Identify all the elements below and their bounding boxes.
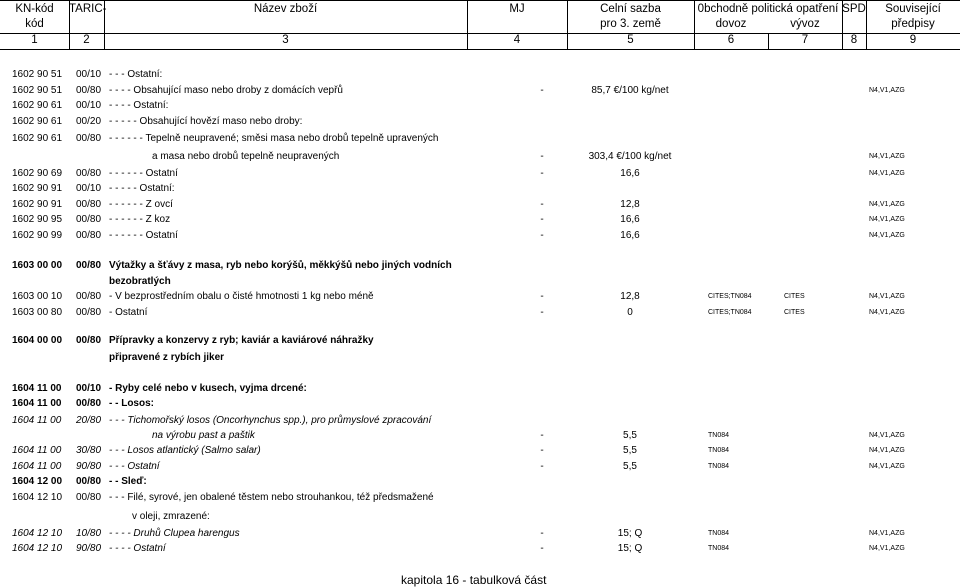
column-numbers	[0, 33, 960, 50]
goods-description: - - - Ostatní:	[109, 69, 163, 80]
kn-code: 1602 90 69	[12, 168, 63, 179]
header-predpisy: předpisy	[891, 18, 935, 30]
goods-description: - - - - - - Tepelně neupravené; směsi masa nebo drobů tepelně upravených	[109, 133, 439, 144]
kn-code: 1602 90 61	[12, 116, 63, 127]
column-number-2: 2	[83, 34, 90, 46]
kn-code: 1602 90 61	[12, 133, 63, 144]
header-nazev-zbozi: Název zboží	[253, 3, 318, 15]
goods-description: - - - - Ostatní:	[109, 100, 169, 111]
column-number-1: 1	[31, 34, 38, 46]
goods-description: - - - Losos atlantický (Salmo salar)	[109, 445, 261, 456]
table-row	[0, 526, 960, 542]
table-row	[0, 98, 960, 114]
taric-code: 00/10	[76, 383, 102, 394]
table-header	[0, 0, 960, 34]
import-measures: TN084	[708, 530, 730, 537]
goods-description: - - - - Druhů Clupea harengus	[109, 528, 240, 539]
related-regulations: N4,V1,AZG	[869, 463, 905, 470]
table-row	[0, 181, 960, 197]
header-dovoz: dovoz	[715, 18, 747, 30]
taric-code: 00/80	[76, 199, 102, 210]
duty-rate: 85,7 €/100 kg/net	[591, 85, 669, 96]
kn-code: 1604 11 00	[12, 445, 62, 456]
unit: -	[540, 151, 544, 162]
column-number-8: 8	[850, 34, 858, 46]
kn-code: 1602 90 91	[12, 183, 63, 194]
kn-code: 1604 11 00	[12, 398, 62, 409]
header-celni-sazba: Celní sazba	[600, 3, 661, 15]
duty-rate: 12,8	[620, 199, 640, 210]
duty-rate: 16,6	[620, 168, 640, 179]
taric-code: 00/80	[76, 307, 102, 318]
unit: -	[540, 199, 544, 210]
table-row	[0, 228, 960, 244]
kn-code: 1604 00 00	[12, 335, 63, 346]
header-vyvoz: vývoz	[790, 18, 820, 30]
unit: -	[540, 85, 544, 96]
unit: -	[540, 214, 544, 225]
table-row	[0, 350, 960, 366]
duty-rate: 5,5	[623, 445, 637, 456]
table-row	[0, 131, 960, 147]
taric-code: 90/80	[76, 543, 102, 554]
taric-code: 00/10	[76, 69, 102, 80]
duty-rate: 12,8	[620, 291, 640, 302]
header-souvisejici: Související	[885, 3, 941, 15]
goods-description: - - Losos:	[109, 398, 154, 409]
duty-rate: 15; Q	[617, 528, 643, 539]
table-row	[0, 490, 960, 506]
taric-code: 00/80	[76, 85, 102, 96]
header-mj: MJ	[509, 3, 525, 15]
goods-description: - - - - - - Z koz	[109, 214, 171, 225]
column-number-4: 4	[513, 34, 521, 46]
header-opatreni: 0bchodně politická opatření	[697, 3, 839, 15]
unit: -	[540, 307, 544, 318]
import-measures: TN084	[708, 463, 730, 470]
kn-code: 1604 11 00	[12, 461, 62, 472]
table-row	[0, 443, 960, 459]
table-row	[0, 396, 960, 412]
import-measures: TN084	[708, 447, 730, 454]
kn-code: 1603 00 00	[12, 260, 63, 271]
taric-code: 00/80	[76, 168, 102, 179]
table-row	[0, 428, 960, 444]
duty-rate: 0	[627, 307, 633, 318]
related-regulations: N4,V1,AZG	[869, 447, 905, 454]
goods-description: na výrobu past a paštik	[152, 430, 255, 441]
duty-rate: 16,6	[620, 230, 640, 241]
duty-rate: 15; Q	[617, 543, 643, 554]
unit: -	[540, 445, 544, 456]
related-regulations: N4,V1,AZG	[869, 530, 905, 537]
table-row	[0, 197, 960, 213]
goods-description: - - - Filé, syrové, jen obalené těstem nebo strouhankou, též předsmažené	[109, 492, 434, 503]
taric-code: 00/80	[76, 492, 102, 503]
unit: -	[540, 291, 544, 302]
taric-code: 20/80	[76, 415, 102, 426]
header-pro-3-zeme: pro 3. země	[600, 18, 661, 30]
related-regulations: N4,V1,AZG	[869, 232, 905, 239]
taric-code: 90/80	[76, 461, 102, 472]
goods-description: bezobratlých	[109, 276, 171, 287]
taric-code: 00/10	[76, 183, 102, 194]
taric-code: 00/80	[76, 335, 102, 346]
table-row	[0, 212, 960, 228]
kn-code: 1604 11 00	[12, 415, 62, 426]
table-row	[0, 541, 960, 557]
import-measures: TN084	[708, 545, 730, 552]
related-regulations: N4,V1,AZG	[869, 170, 905, 177]
table-row	[0, 459, 960, 475]
column-number-9: 9	[909, 34, 917, 46]
goods-description: - - - - - Obsahující hovězí maso nebo droby:	[109, 116, 303, 127]
kn-code: 1602 90 99	[12, 230, 63, 241]
unit: -	[540, 168, 544, 179]
goods-description: Výtažky a šťávy z masa, ryb nebo korýšů, měkkýšů nebo jiných vodních	[109, 260, 452, 271]
taric-code: 00/80	[76, 398, 102, 409]
table-row	[0, 509, 960, 525]
goods-description: - - - Ostatní	[109, 461, 160, 472]
kn-code: 1603 00 80	[12, 307, 63, 318]
kn-code: 1602 90 51	[12, 85, 63, 96]
header-taric: TARIC-	[69, 3, 107, 15]
unit: -	[540, 543, 544, 554]
goods-description: - - - - - Ostatní:	[109, 183, 175, 194]
goods-description: - - Sleď:	[109, 476, 147, 487]
column-number-3: 3	[282, 34, 289, 46]
table-row	[0, 258, 960, 274]
export-measures: CITES	[784, 309, 805, 316]
duty-rate: 5,5	[623, 430, 637, 441]
duty-rate: 303,4 €/100 kg/net	[588, 151, 672, 162]
kn-code: 1602 90 95	[12, 214, 63, 225]
column-number-6: 6	[727, 34, 735, 46]
table-row	[0, 83, 960, 99]
table-row	[0, 333, 960, 349]
page-footer: kapitola 16 - tabulková část	[401, 573, 547, 587]
taric-code: 00/10	[76, 100, 102, 111]
goods-description: - Ryby celé nebo v kusech, vyjma drcené:	[109, 383, 307, 394]
related-regulations: N4,V1,AZG	[869, 87, 905, 94]
taric-code: 10/80	[76, 528, 102, 539]
column-number-5: 5	[627, 34, 634, 46]
related-regulations: N4,V1,AZG	[869, 545, 905, 552]
header-kn-kod: KN-kód	[15, 3, 54, 15]
header-spd: SPD	[842, 3, 866, 15]
goods-description: Přípravky a konzervy z ryb; kaviár a kaviárové náhražky	[109, 335, 374, 346]
goods-description: - - - - - - Ostatní	[109, 168, 178, 179]
table-row	[0, 289, 960, 305]
table-row	[0, 474, 960, 490]
goods-description: - - - - - - Z ovcí	[109, 199, 173, 210]
goods-description: v oleji, zmrazené:	[132, 511, 210, 522]
import-measures: TN084	[708, 432, 730, 439]
table-row	[0, 149, 960, 165]
unit: -	[540, 461, 544, 472]
taric-code: 00/80	[76, 133, 102, 144]
taric-code: 00/80	[76, 476, 102, 487]
table-row	[0, 67, 960, 83]
import-measures: CITES;TN084	[708, 293, 752, 300]
duty-rate: 5,5	[623, 461, 637, 472]
header-kod: kód	[25, 18, 44, 30]
goods-description: - - - - - - Ostatní	[109, 230, 178, 241]
kn-code: 1604 12 10	[12, 528, 63, 539]
related-regulations: N4,V1,AZG	[869, 153, 905, 160]
related-regulations: N4,V1,AZG	[869, 293, 905, 300]
taric-code: 00/80	[76, 260, 102, 271]
table-row	[0, 166, 960, 182]
column-number-7: 7	[801, 34, 809, 46]
kn-code: 1602 90 61	[12, 100, 63, 111]
kn-code: 1604 12 10	[12, 492, 63, 503]
related-regulations: N4,V1,AZG	[869, 309, 905, 316]
table-row	[0, 114, 960, 130]
related-regulations: N4,V1,AZG	[869, 216, 905, 223]
kn-code: 1604 12 10	[12, 543, 63, 554]
table-row	[0, 413, 960, 429]
taric-code: 00/80	[76, 291, 102, 302]
taric-code: 00/80	[76, 230, 102, 241]
export-measures: CITES	[784, 293, 805, 300]
unit: -	[540, 430, 544, 441]
related-regulations: N4,V1,AZG	[869, 432, 905, 439]
goods-description: - V bezprostředním obalu o čisté hmotnosti 1 kg nebo méně	[109, 291, 374, 302]
goods-description: - Ostatní	[109, 307, 148, 318]
goods-description: - - - - Obsahující maso nebo droby z domácích vepřů	[109, 85, 343, 96]
duty-rate: 16,6	[620, 214, 640, 225]
kn-code: 1604 12 00	[12, 476, 63, 487]
taric-code: 30/80	[76, 445, 102, 456]
unit: -	[540, 528, 544, 539]
taric-code: 00/20	[76, 116, 102, 127]
goods-description: - - - - Ostatní	[109, 543, 166, 554]
kn-code: 1604 11 00	[12, 383, 62, 394]
table-row	[0, 381, 960, 397]
goods-description: - - - Tichomořský losos (Oncorhynchus spp.), pro průmyslové zpracování	[109, 415, 432, 426]
goods-description: a masa nebo drobů tepelně neupravených	[152, 151, 340, 162]
kn-code: 1602 90 91	[12, 199, 63, 210]
unit: -	[540, 230, 544, 241]
related-regulations: N4,V1,AZG	[869, 201, 905, 208]
table-row	[0, 274, 960, 290]
table-row	[0, 305, 960, 321]
kn-code: 1603 00 10	[12, 291, 63, 302]
taric-code: 00/80	[76, 214, 102, 225]
import-measures: CITES;TN084	[708, 309, 752, 316]
goods-description: připravené z rybích jiker	[109, 352, 225, 363]
kn-code: 1602 90 51	[12, 69, 63, 80]
